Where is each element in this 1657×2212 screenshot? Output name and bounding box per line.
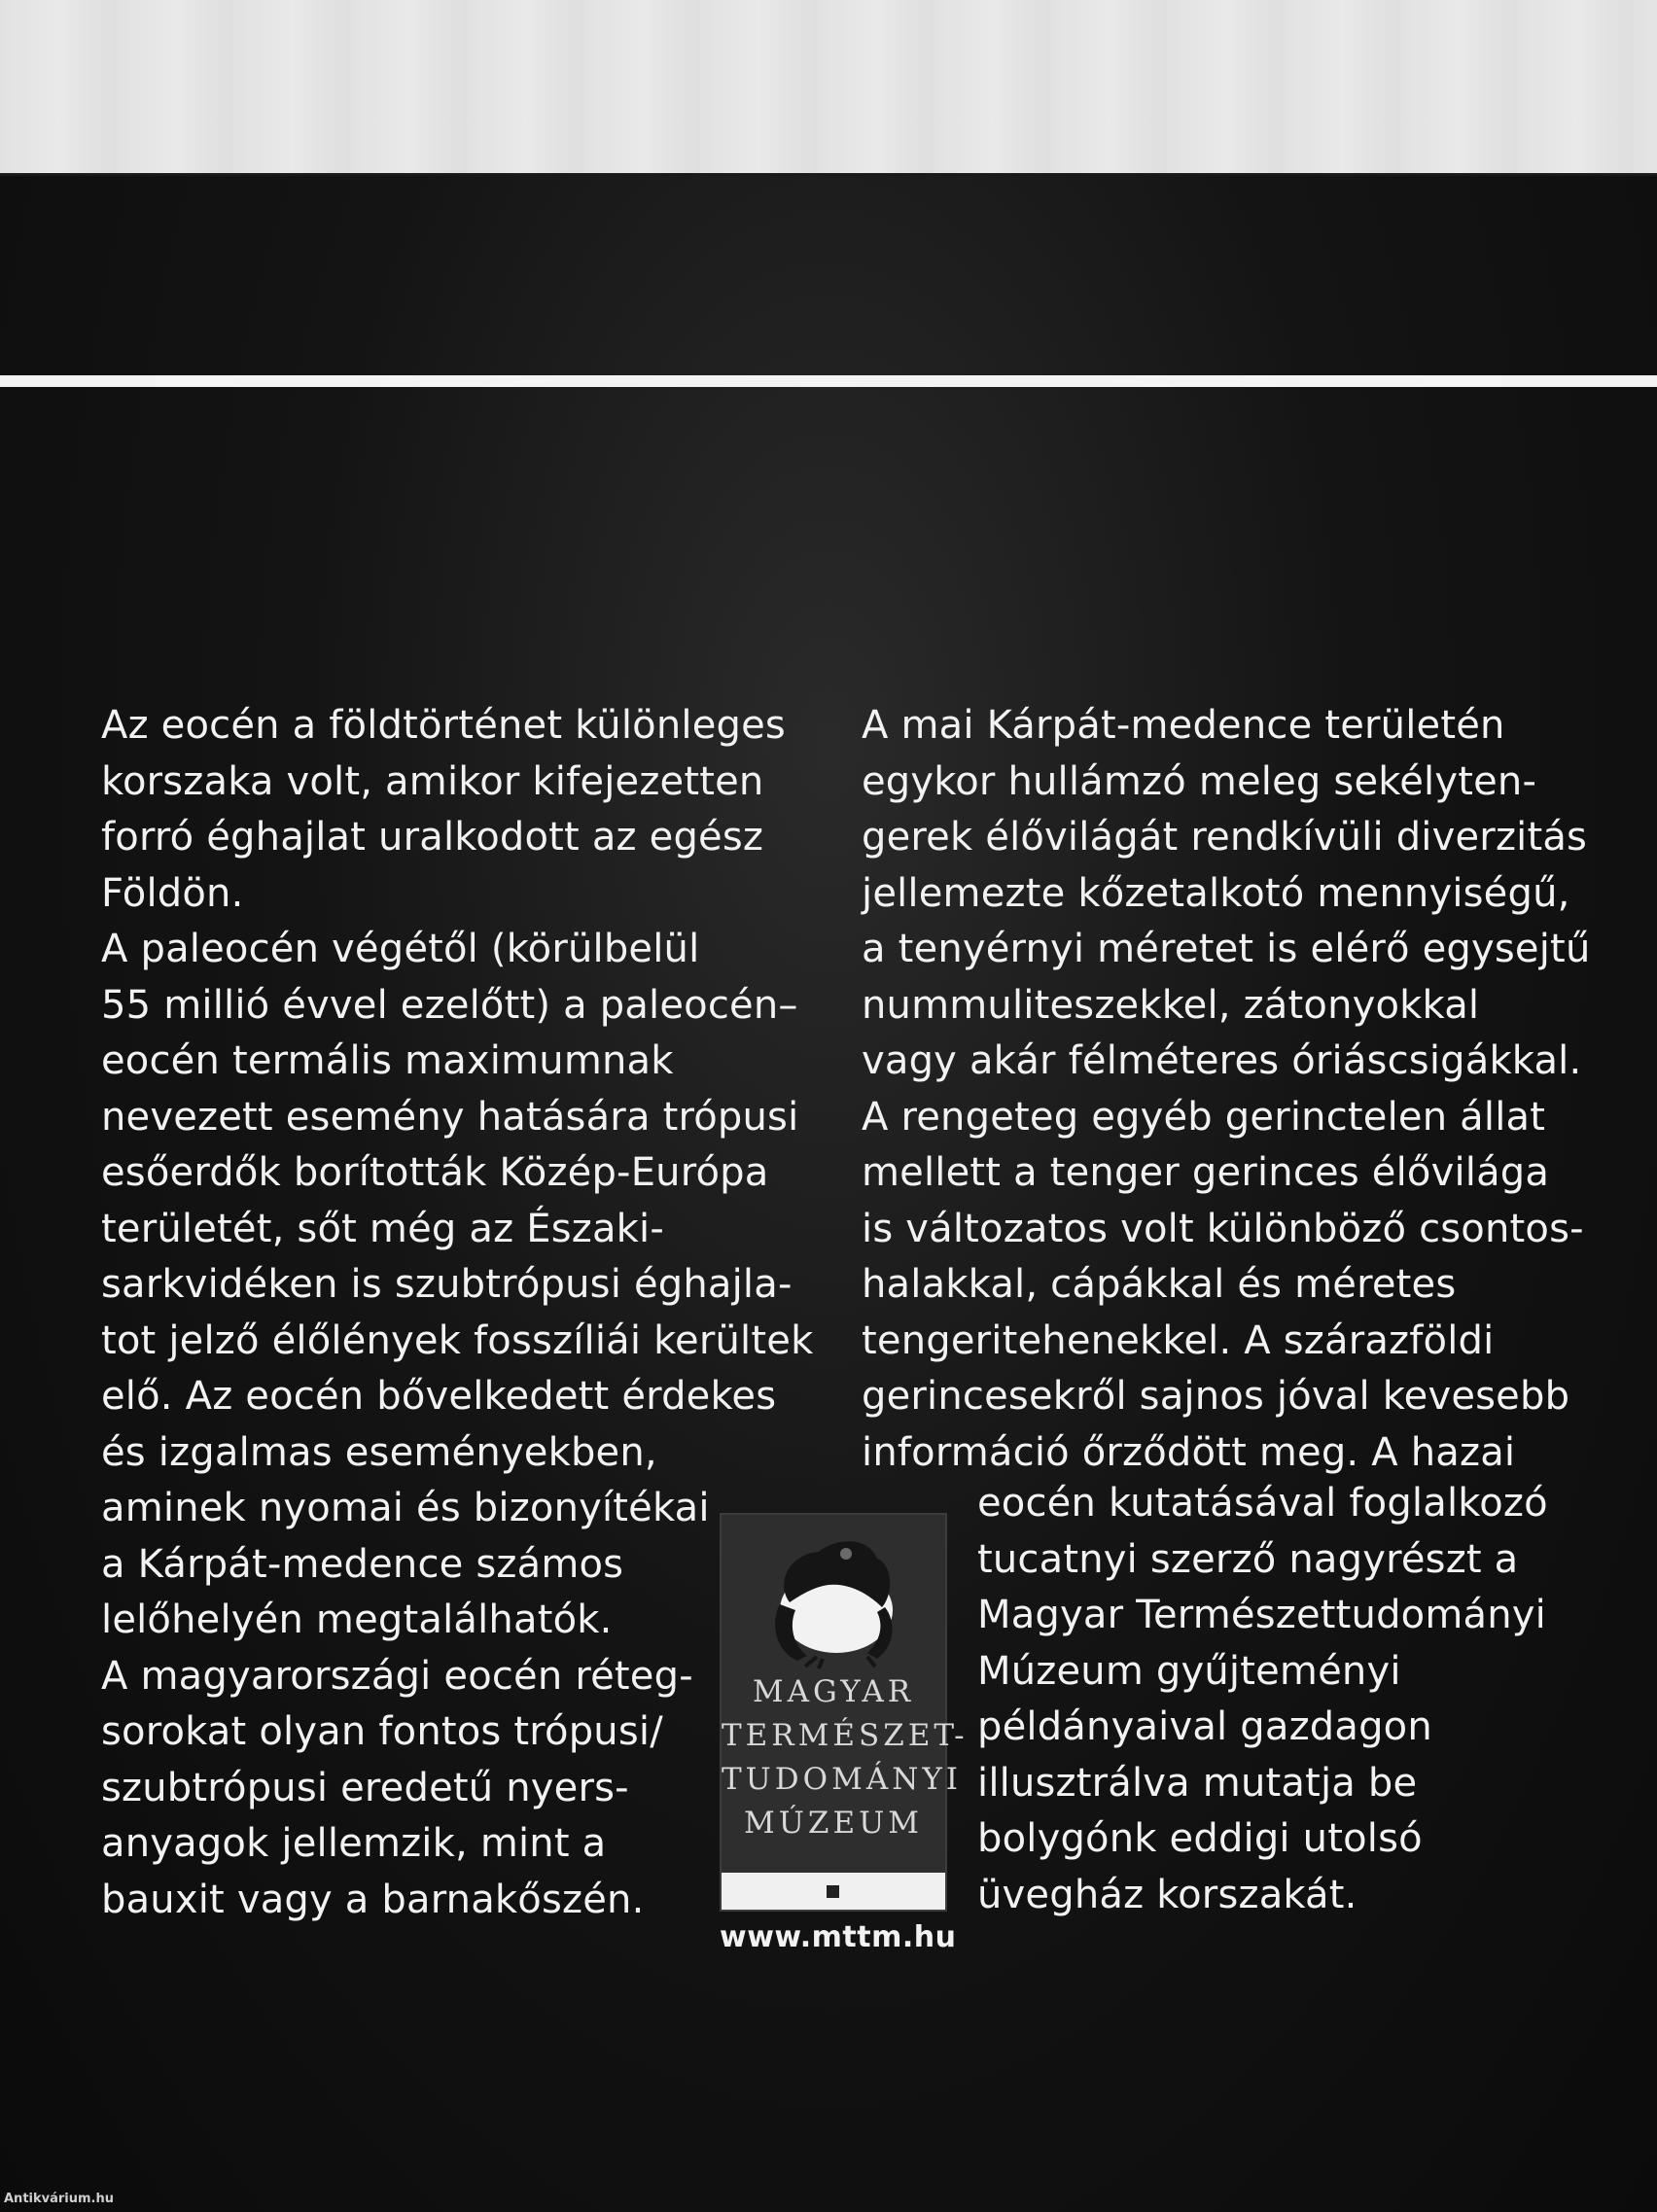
text-line: a Kárpát-medence számos — [101, 1541, 624, 1587]
text-line: információ őrződött meg. A hazai — [862, 1429, 1516, 1475]
text-line: A paleocén végétől (körülbelül — [101, 927, 700, 971]
right-text-column — [862, 698, 1630, 1481]
text-line: a tenyérnyi méretet is elérő egysejtű — [862, 927, 1591, 971]
text-line: jellemezte kőzetalkotó mennyiségű, — [862, 870, 1570, 916]
text-line: Földön. — [101, 870, 244, 916]
text-line: A mai Kárpát-medence területén — [862, 703, 1505, 748]
text-line: korszaka volt, amikor kifejezetten — [101, 758, 764, 804]
text-line: 55 millió évvel ezelőtt) a paleocén– — [101, 982, 798, 1028]
museum-website-url: www.mttm.hu — [720, 1920, 957, 1954]
text-line: halakkal, cápákkal és méretes — [862, 1262, 1457, 1307]
text-line: területét, sőt még az Északi- — [101, 1206, 664, 1251]
text-line: gerek élővilágát rendkívüli diverzitás — [862, 815, 1588, 860]
text-line: üvegház korszakát. — [977, 1872, 1357, 1917]
text-line: illusztrálva mutatja be — [977, 1760, 1418, 1806]
text-line: A magyarországi eocén réteg- — [101, 1653, 693, 1699]
logo-line-1: MAGYAR — [752, 1674, 915, 1709]
text-line: tot jelző élőlények fosszíliái kerültek — [101, 1317, 814, 1363]
text-line: tucatnyi szerző nagyrészt a — [977, 1536, 1519, 1582]
text-line: anyagok jellemzik, mint a — [101, 1821, 607, 1866]
right-text-column-continued — [977, 1476, 1639, 1923]
museum-logo — [720, 1513, 969, 1912]
text-line: Az eocén a földtörténet különleges — [101, 703, 786, 748]
text-line: példányaival gazdagon — [977, 1704, 1432, 1749]
logo-wordmark — [722, 1670, 969, 1845]
text-line: is változatos volt különböző csontos- — [862, 1206, 1584, 1251]
text-line: eocén kutatásával foglalkozó — [977, 1481, 1548, 1526]
text-line: A rengeteg egyéb gerinctelen állat — [862, 1094, 1546, 1140]
text-line: vagy akár félméteres óriáscsigákkal. — [862, 1038, 1582, 1083]
text-line: mellett a tenger gerinces élővilága — [862, 1150, 1550, 1195]
text-line: és izgalmas eseményekben, — [101, 1429, 657, 1475]
text-line: nevezett esemény hatására trópusi — [101, 1094, 799, 1140]
left-paragraph — [101, 698, 821, 1928]
text-line: bolygónk eddigi utolsó — [977, 1816, 1423, 1861]
logo-square-mark — [827, 1885, 839, 1898]
text-line: esőerdők borították Közép-Európa — [101, 1150, 769, 1195]
text-line: szubtrópusi eredetű nyers- — [101, 1765, 629, 1810]
logo-line-3: TUDOMÁNYI — [722, 1762, 963, 1797]
frog-on-egg-emblem — [722, 1515, 945, 1670]
left-text-column — [101, 698, 821, 1928]
text-line: gerincesekről sajnos jóval kevesebb — [862, 1374, 1570, 1419]
right-paragraph-continued — [977, 1476, 1639, 1923]
right-paragraph — [862, 698, 1630, 1481]
text-line: lelőhelyén megtalálhatók. — [101, 1598, 613, 1642]
horizontal-white-stripe — [0, 375, 1657, 387]
text-line: tengeritehenekkel. A szárazföldi — [862, 1317, 1495, 1363]
text-line: bauxit vagy a barnakőszén. — [101, 1877, 645, 1922]
text-line: sorokat olyan fontos trópusi/ — [101, 1709, 663, 1754]
text-line: nummuliteszekkel, zátonyokkal — [862, 982, 1480, 1028]
text-line: forró éghajlat uralkodott az egész — [101, 815, 764, 860]
text-line: egykor hullámzó meleg sekélyten- — [862, 758, 1537, 804]
text-line: aminek nyomai és bizonyítékai — [101, 1486, 710, 1530]
text-line: elő. Az eocén bővelkedett érdekes — [101, 1374, 777, 1419]
text-line: Magyar Természettudományi — [977, 1593, 1546, 1637]
logo-line-2: TERMÉSZET- — [722, 1718, 969, 1753]
logo-line-4: MÚZEUM — [744, 1806, 923, 1841]
text-line: sarkvidéken is szubtrópusi éghajla- — [101, 1262, 793, 1307]
watermark-text: Antikvárium.hu — [4, 2192, 114, 2206]
logo-white-bar — [722, 1873, 945, 1910]
page-background — [0, 0, 1657, 175]
text-line: Múzeum gyűjteményi — [977, 1648, 1401, 1694]
text-line: eocén termális maximumnak — [101, 1038, 674, 1083]
